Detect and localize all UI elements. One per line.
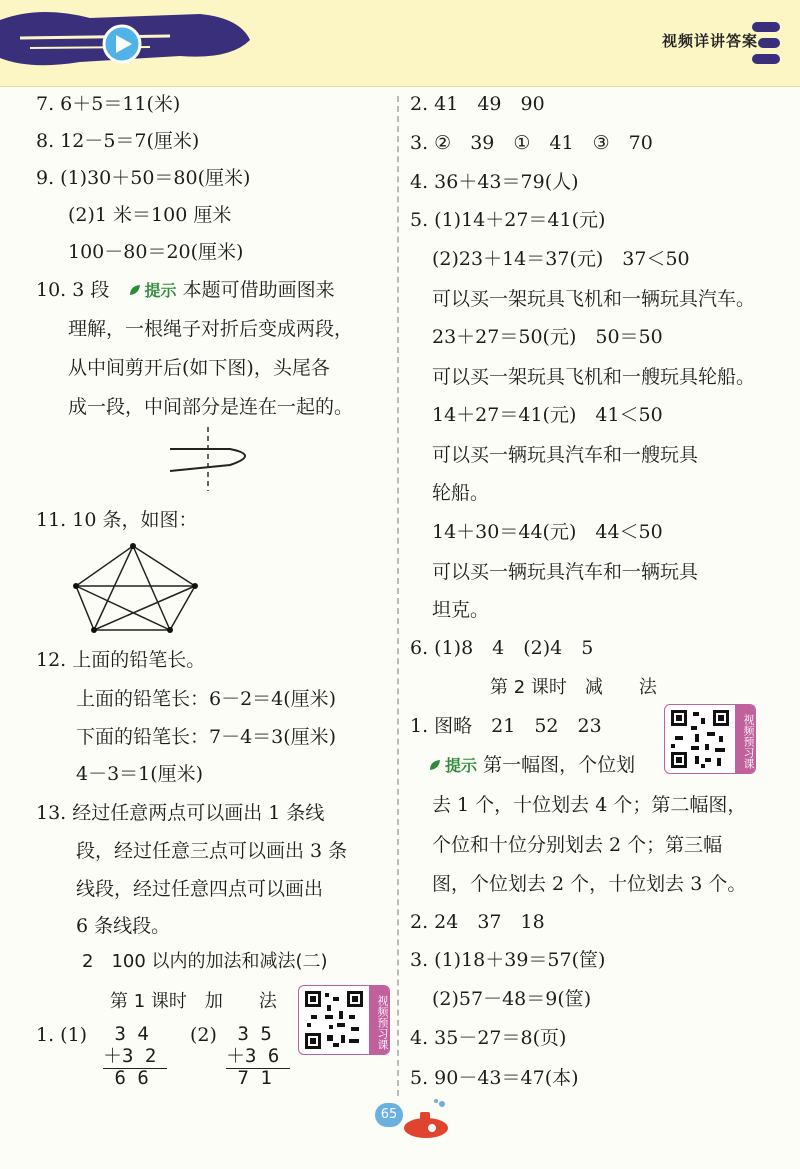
qr-tag: 视频预习课 (735, 705, 755, 773)
column-divider (397, 96, 399, 1096)
lesson-2-title: 第 2 课时 减 法 (490, 677, 657, 698)
tip-label: 提示 (428, 756, 477, 775)
answer-13: 13. 经过任意两点可以画出 1 条线 (36, 802, 325, 824)
tip-label: 提示 (128, 281, 177, 300)
tip-text-s1-4: 图，个位划去 2 个，十位划去 3 个。 (432, 873, 747, 895)
answer-s3-2: (2)57－48＝9(筐) (432, 988, 592, 1010)
answer-7: 7. 6＋5＝11(米) (36, 93, 181, 115)
answer-9-1: 9. (1)30＋50＝80(厘米) (36, 167, 251, 189)
leaf-icon (428, 758, 442, 772)
answer-s2: 2. 24 37 18 (410, 911, 545, 933)
answer-12-4: 4－3＝1(厘米) (76, 763, 204, 785)
vertical-calc-2: 3 5 ＋3 6 7 1 (226, 1023, 279, 1089)
leaf-icon (128, 283, 142, 297)
answer-r6: 6. (1)8 4 (2)4 5 (410, 637, 594, 659)
answer-r5-8: 轮船。 (432, 482, 490, 504)
answer-s1-tip (428, 753, 635, 778)
answer-13-3: 线段，经过任意四点可以画出 (76, 878, 324, 900)
qr-code-card[interactable] (298, 985, 390, 1055)
answer-r5-3: 可以买一架玩具飞机和一辆玩具汽车。 (432, 288, 756, 310)
rope-figure (160, 425, 270, 495)
answer-r4: 4. 36＋43＝79(人) (410, 171, 579, 193)
answer-r5-1: 5. (1)14＋27＝41(元) (410, 209, 606, 231)
answer-r5-6: 14＋27＝41(元) 41＜50 (432, 404, 663, 426)
answer-8: 8. 12－5＝7(厘米) (36, 130, 200, 152)
answer-1-label: 1. (1) (36, 1024, 88, 1046)
tip-text-4: 成一段，中间部分是连在一起的。 (68, 396, 354, 418)
answer-r5-9: 14＋30＝44(元) 44＜50 (432, 521, 663, 543)
answer-r2: 2. 41 49 90 (410, 93, 545, 115)
tip-text-s1-2: 去 1 个，十位划去 4 个；第二幅图， (432, 794, 747, 816)
qr-code-card-2[interactable] (664, 704, 756, 774)
header-decoration (0, 0, 260, 86)
answer-10-value: 10. 3 段 (36, 279, 110, 301)
page-number: 65 (375, 1103, 403, 1127)
qr-code-icon (669, 708, 731, 770)
vertical-calc-1: 3 4 ＋3 2 6 6 (103, 1023, 156, 1089)
answer-s1: 1. 图略 21 52 23 (410, 715, 602, 737)
answer-r3: 3. ② 39 ① 41 ③ 70 (410, 132, 653, 154)
answer-9-2: (2)1 米＝100 厘米 (68, 204, 232, 226)
answer-r5-5: 可以买一架玩具飞机和一艘玩具轮船。 (432, 366, 756, 388)
answer-r5-2: (2)23＋14＝37(元) 37＜50 (432, 248, 690, 270)
answer-11: 11. 10 条，如图： (36, 509, 198, 531)
tip-text: 本题可借助画图来 (182, 279, 335, 301)
answer-r5-11: 坦克。 (432, 599, 490, 621)
lesson-1-title: 第 1 课时 加 法 (110, 991, 277, 1012)
tip-text-s1-3: 个位和十位分别划去 2 个；第三幅 (432, 834, 723, 856)
answer-r5-4: 23＋27＝50(元) 50＝50 (432, 326, 663, 348)
answer-r5-10: 可以买一辆玩具汽车和一辆玩具 (432, 561, 699, 583)
answer-10 (36, 278, 335, 303)
header-stripes (748, 18, 788, 68)
answer-12-2: 上面的铅笔长：6－2＝4(厘米) (76, 688, 337, 710)
tip-text-2: 理解，一根绳子对折后变成两段， (68, 318, 354, 340)
header-title: 视频详讲答案 (662, 32, 759, 50)
qr-code-icon (303, 989, 365, 1051)
answer-9-3: 100－80＝20(厘米) (68, 241, 244, 263)
answer-s4: 4. 35－27＝8(页) (410, 1027, 567, 1049)
answer-1-label-2: (2) (190, 1024, 217, 1046)
answer-s3-1: 3. (1)18＋39＝57(筐) (410, 949, 606, 971)
answer-13-4: 6 条线段。 (76, 915, 171, 937)
answer-13-2: 段，经过任意三点可以画出 3 条 (76, 840, 348, 862)
pentagon-figure (70, 540, 205, 635)
tip-text: 第一幅图，个位划 (483, 754, 636, 776)
answer-s5: 5. 90－43＝47(本) (410, 1067, 579, 1089)
answer-r5-7: 可以买一辆玩具汽车和一艘玩具 (432, 444, 699, 466)
tip-text-3: 从中间剪开后(如下图)，头尾各 (68, 357, 330, 379)
answer-12-3: 下面的铅笔长：7－4＝3(厘米) (76, 726, 337, 748)
unit-title: 2 100 以内的加法和减法(二) (82, 951, 328, 972)
answer-12: 12. 上面的铅笔长。 (36, 649, 206, 671)
qr-tag: 视频预习课 (369, 986, 389, 1054)
